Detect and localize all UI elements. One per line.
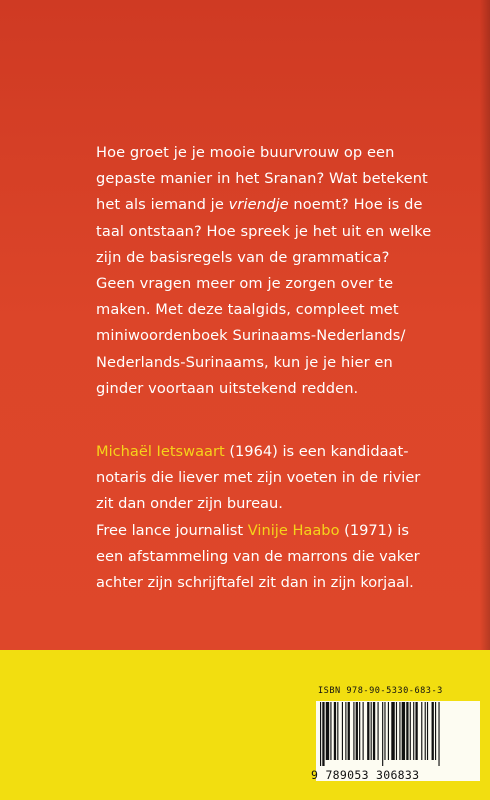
- author-bios: [96, 439, 466, 596]
- blurb-line: taal ontstaan? Hoe spreek je het uit en welke: [96, 222, 432, 240]
- author-name: Michaël Ietswaart: [96, 443, 225, 460]
- blurb-line: ginder voortaan uitstekend redden.: [96, 379, 359, 397]
- blurb-text: [96, 140, 466, 402]
- blurb-line: miniwoordenboek Surinaams-Nederlands/: [96, 327, 406, 345]
- bio-line: zit dan onder zijn bureau.: [96, 495, 283, 513]
- bio-line: notaris die liever met zijn voeten in de rivier: [96, 469, 421, 487]
- barcode-digits: 9 789053 306833: [311, 768, 420, 782]
- bio-line: achter zijn schrijftafel zit dan in zijn korjaal.: [96, 574, 414, 592]
- blurb-line: het als iemand je vriendje noemt? Hoe is de: [96, 196, 423, 214]
- author-name: Vinije Haabo: [247, 521, 340, 539]
- blurb-line: maken. Met deze taalgids, compleet met: [96, 301, 399, 319]
- bio-line: Free lance journalist Vinije Haabo (1971) is: [96, 521, 409, 539]
- blurb-line: Nederlands-Surinaams, kun je je hier en: [96, 353, 393, 371]
- blurb-line: zijn de basisregels van de grammatica?: [96, 248, 390, 266]
- emphasis-word: vriendje: [228, 196, 289, 214]
- blurb-line: gepaste manier in het Sranan? Wat betekent: [96, 170, 428, 188]
- blurb-line: Hoe groet je je mooie buurvrouw op een: [96, 144, 395, 161]
- bio-line: Michaël Ietswaart (1964) is een kandidaat-: [96, 443, 409, 460]
- barcode-icon: [320, 702, 478, 766]
- bio-line: een afstammeling van de marrons die vaker: [96, 547, 420, 565]
- isbn-label: ISBN 978-90-5330-683-3: [318, 686, 443, 696]
- blurb-line: Geen vragen meer om je zorgen over te: [96, 275, 394, 293]
